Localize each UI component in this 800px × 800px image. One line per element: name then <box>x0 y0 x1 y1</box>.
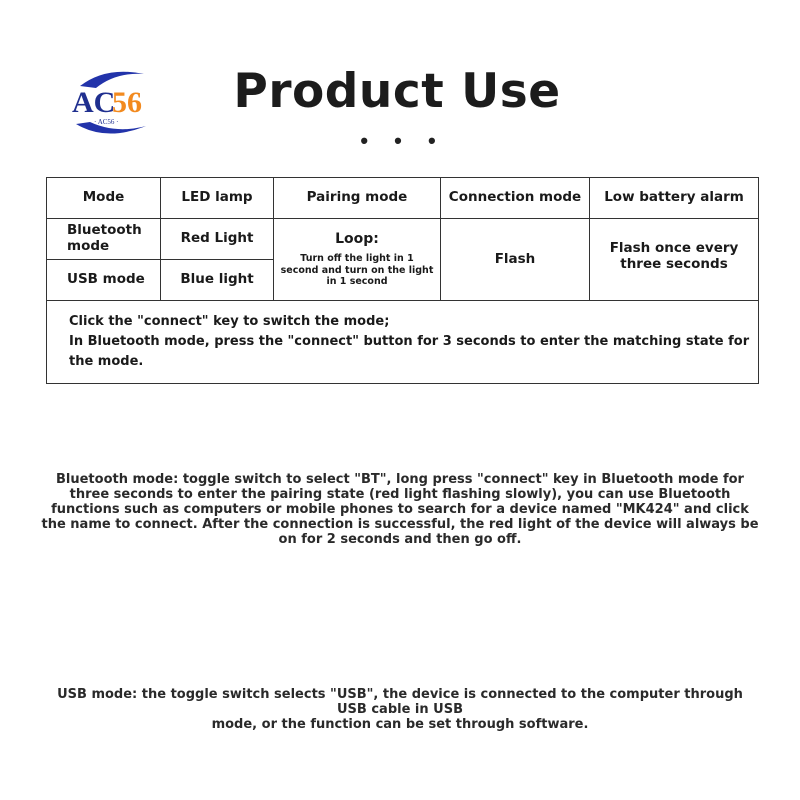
header-mode: Mode <box>47 178 161 219</box>
bluetooth-mode-paragraph: Bluetooth mode: toggle switch to select "BT", long press "connect" key in Bluetooth mode for three seconds to enter the pairing state (red light flashing slowly), you can use Bluetooth functions such as computers or mobile phones to search for a device named "MK424" and click the name to connect. After the connection is successful, the red light of the device will always be on for 2 seconds and then go off. <box>41 472 759 547</box>
usb-paragraph-line-1: USB mode: the toggle switch selects "USB", the device is connected to the computer through USB cable in USB <box>57 687 743 717</box>
note-line-1: Click the "connect" key to switch the mode; <box>69 313 390 329</box>
header-led-lamp: LED lamp <box>161 178 274 219</box>
pairing-cell <box>274 219 441 301</box>
svg-text:AC: AC <box>72 86 116 119</box>
notes-cell <box>47 301 759 384</box>
led-blue-light: Blue light <box>161 260 274 301</box>
title-dots: • • • <box>360 128 446 153</box>
alarm-cell: Flash once every three seconds <box>590 219 759 301</box>
pairing-title: Loop: <box>335 230 379 247</box>
page-title: Product Use <box>233 64 561 119</box>
pairing-desc: Turn off the light in 1 second and turn on the light in 1 second <box>280 252 434 288</box>
header-low-battery-alarm: Low battery alarm <box>590 178 759 219</box>
connection-flash: Flash <box>441 219 590 301</box>
header-pairing-mode: Pairing mode <box>274 178 441 219</box>
mode-usb: USB mode <box>47 260 161 301</box>
usb-mode-paragraph <box>48 687 752 732</box>
svg-text:· AC56 ·: · AC56 · <box>94 118 119 126</box>
usb-paragraph-line-2: mode, or the function can be set through software. <box>211 717 589 732</box>
header-connection-mode: Connection mode <box>441 178 590 219</box>
note-line-2: In Bluetooth mode, press the "connect" button for 3 seconds to enter the matching state for the mode. <box>69 333 750 370</box>
led-red-light: Red Light <box>161 219 274 260</box>
mode-bluetooth: Bluetooth mode <box>47 219 161 260</box>
svg-text:56: 56 <box>112 86 142 119</box>
product-use-table <box>46 177 759 384</box>
